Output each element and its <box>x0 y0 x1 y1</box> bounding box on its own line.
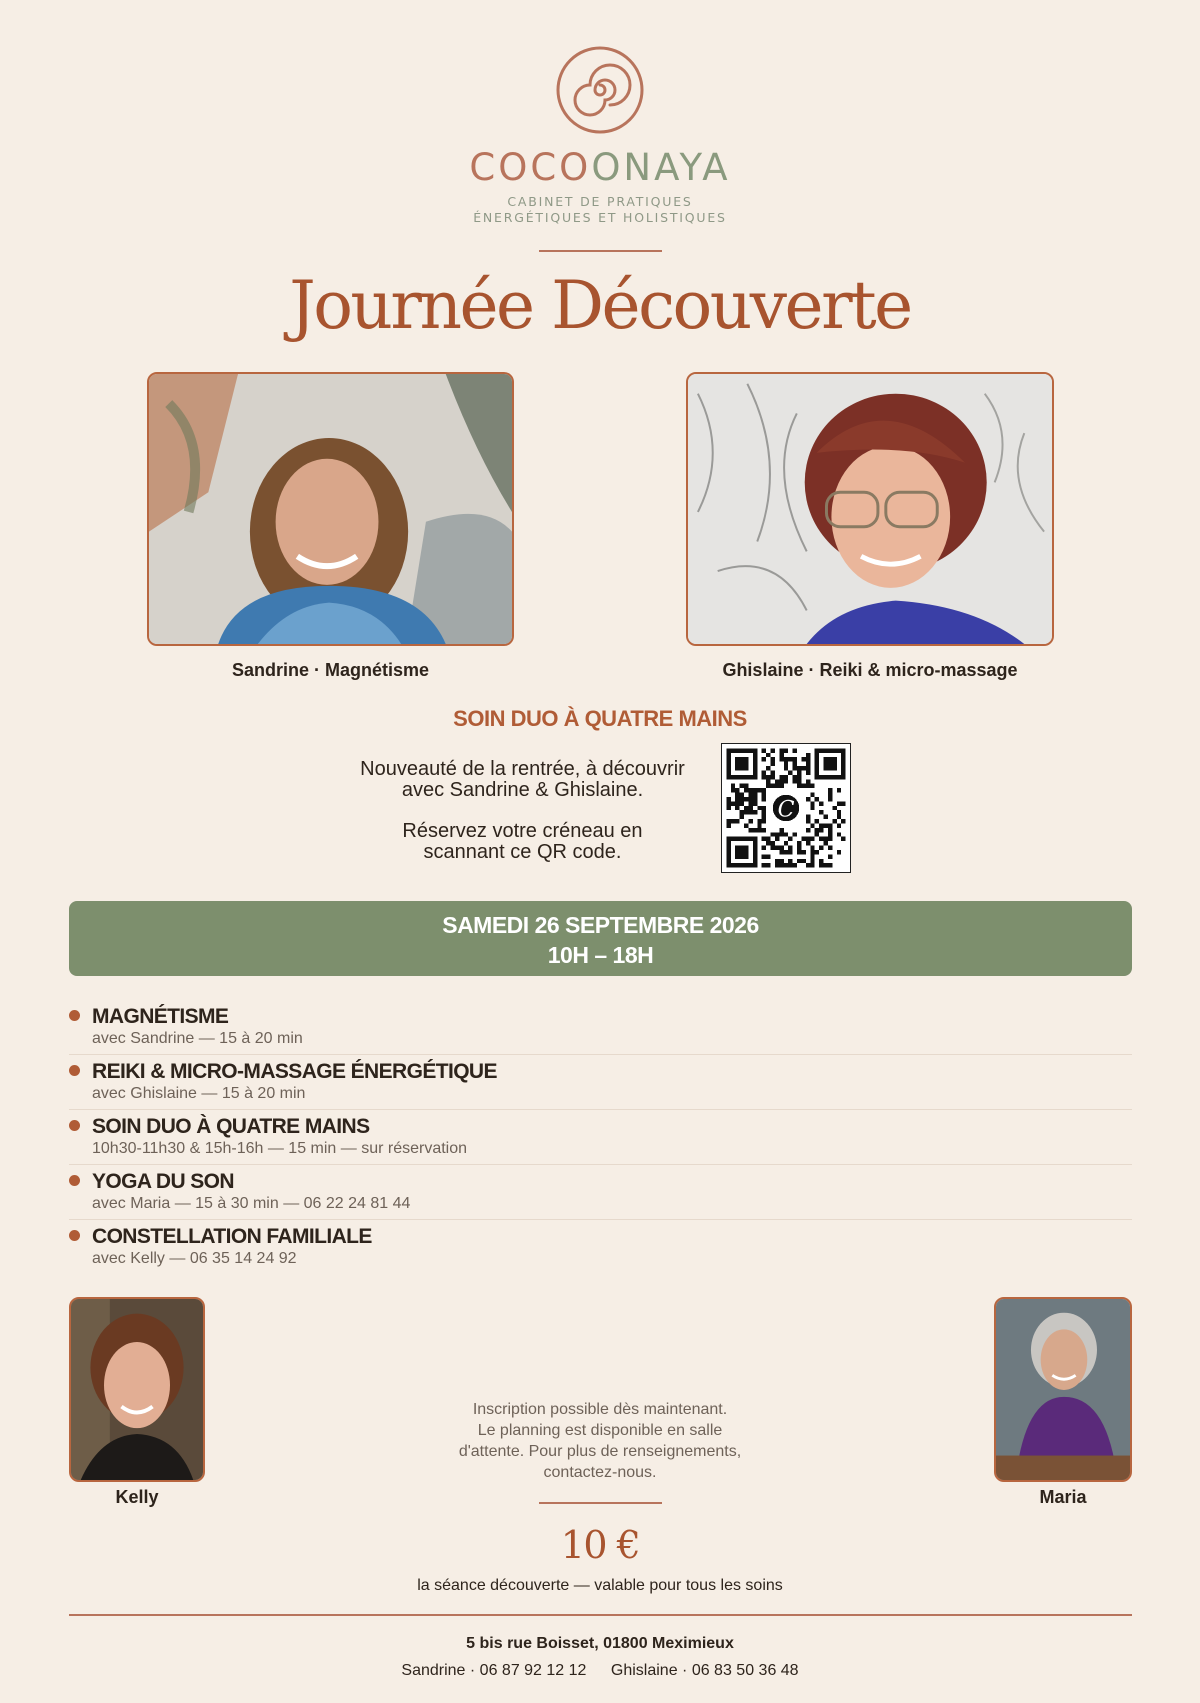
bullet-icon <box>69 1120 80 1131</box>
caption-kelly: Kelly <box>115 1487 159 1507</box>
event-date-banner <box>69 901 1132 976</box>
bullet-icon <box>69 1065 80 1076</box>
price: 10 € <box>560 1523 640 1567</box>
address: 5 bis rue Boisset, 01800 Meximieux <box>466 1635 734 1652</box>
brand-name: COCOONAYA <box>469 146 731 189</box>
photo-ghislaine <box>686 372 1054 646</box>
list-item: CONSTELLATION FAMILIALE avec Kelly — 06 35 14 24 92 <box>69 1220 1132 1275</box>
photo-maria <box>994 1297 1132 1482</box>
photo-kelly <box>69 1297 205 1482</box>
phone-ghislaine[interactable]: Ghislaine · 06 83 50 36 48 <box>610 1662 799 1679</box>
qr-code[interactable] <box>721 743 851 873</box>
event-hours: 10H – 18H <box>547 942 654 968</box>
qr-logo-letter: C <box>777 797 795 823</box>
caption-ghislaine: Ghislaine · Reiki & micro-massage <box>722 660 1018 680</box>
divider <box>539 250 662 252</box>
event-date: SAMEDI 26 SEPTEMBRE 2026 <box>442 912 759 938</box>
caption-sandrine: Sandrine · Magnétisme <box>231 660 430 680</box>
duo-booking-text: Réservez votre créneau en scannant ce QR code. <box>402 820 643 863</box>
brand-tagline: CABINET DE PRATIQUES ÉNERGÉTIQUES ET HOLISTIQUES <box>473 194 727 225</box>
price-note: la séance découverte — valable pour tous les soins <box>417 1577 783 1594</box>
divider <box>69 1614 1132 1616</box>
bullet-icon <box>69 1230 80 1241</box>
list-item: MAGNÉTISME avec Sandrine — 15 à 20 min <box>69 1000 1132 1055</box>
duo-title: SOIN DUO À QUATRE MAINS <box>453 706 747 731</box>
bullet-icon <box>69 1175 80 1186</box>
info-text: Inscription possible dès maintenant. Le planning est disponible en salle d'attente. Pour plus de renseignements, contactez-nous. <box>458 1401 742 1481</box>
duo-description: Nouveauté de la rentrée, à découvrir avec Sandrine & Ghislaine. <box>360 758 685 801</box>
list-item: SOIN DUO À QUATRE MAINS 10h30-11h30 & 15h-16h — 15 min — sur réservation <box>69 1110 1132 1165</box>
phone-numbers <box>0 1662 1200 1680</box>
list-item: REIKI & MICRO-MASSAGE ÉNERGÉTIQUE avec Ghislaine — 15 à 20 min <box>69 1055 1132 1110</box>
phone-sandrine[interactable]: Sandrine · 06 87 92 12 12 <box>401 1662 587 1679</box>
caption-maria: Maria <box>1039 1487 1087 1507</box>
schedule-list <box>69 1000 1132 1275</box>
photo-sandrine <box>147 372 514 646</box>
page-title: Journée Découverte <box>289 267 911 344</box>
bullet-icon <box>69 1010 80 1021</box>
divider <box>539 1502 662 1504</box>
list-item: YOGA DU SON avec Maria — 15 à 30 min — 06 22 24 81 44 <box>69 1165 1132 1220</box>
spiral-icon <box>555 45 645 135</box>
